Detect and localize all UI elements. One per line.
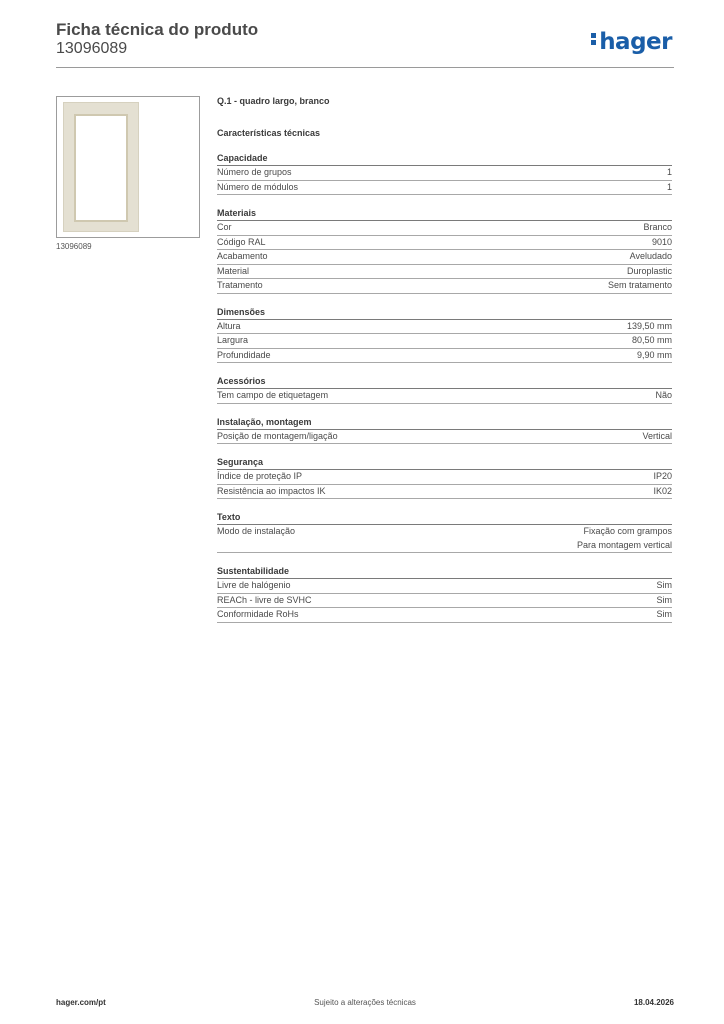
spec-value-line: Branco — [643, 222, 672, 232]
footer-disclaimer: Sujeito a alterações técnicas — [314, 998, 416, 1007]
spec-section — [217, 375, 672, 404]
spec-label: REACh - livre de SVHC — [217, 594, 312, 605]
spec-value — [667, 181, 672, 195]
spec-value — [657, 594, 673, 608]
spec-label: Acabamento — [217, 251, 268, 261]
spec-value — [643, 221, 672, 235]
page-title: Ficha técnica do produto — [56, 20, 259, 39]
spec-section — [217, 565, 672, 623]
spec-label: Largura — [217, 335, 249, 345]
spec-value — [657, 579, 673, 593]
spec-row — [217, 389, 672, 404]
footer-date: 18.04.2026 — [633, 998, 674, 1007]
spec-value-line: Sim — [656, 609, 672, 619]
spec-value — [642, 430, 672, 444]
spec-value — [608, 279, 672, 293]
spec-label: Modo de instalação — [217, 526, 296, 536]
spec-label: Código RAL — [217, 236, 266, 247]
spec-value-line: Fixação com grampos — [583, 526, 672, 536]
spec-value — [667, 166, 672, 180]
spec-value-line: Aveludado — [629, 251, 672, 261]
section-title: Capacidade — [217, 152, 672, 166]
spec-value-line: 1 — [666, 181, 672, 192]
spec-row — [217, 236, 672, 251]
spec-row — [217, 320, 672, 335]
product-image-box — [56, 96, 200, 238]
spec-value-line: Para montagem vertical — [576, 539, 672, 550]
spec-row — [217, 181, 672, 196]
frame-opening — [74, 114, 128, 222]
spec-label: Material — [217, 265, 250, 276]
spec-label: Cor — [217, 222, 232, 232]
section-title: Instalação, montagem — [217, 416, 672, 430]
spec-label: Altura — [217, 320, 241, 331]
header-divider — [56, 67, 674, 68]
spec-value-line: IP20 — [653, 471, 672, 481]
spec-value — [637, 349, 672, 363]
spec-value-line: 1 — [666, 167, 672, 177]
spec-value-line: 9010 — [651, 236, 672, 247]
spec-label: Tratamento — [217, 280, 263, 290]
spec-value — [632, 334, 672, 348]
section-title: Segurança — [217, 456, 672, 470]
spec-section — [217, 456, 672, 499]
spec-value — [655, 389, 672, 403]
spec-value — [657, 608, 673, 622]
spec-label: Resistência ao impactos IK — [217, 485, 326, 496]
spec-value-line: 80,50 mm — [631, 335, 672, 345]
spec-value-line: 9,90 mm — [636, 349, 672, 360]
spec-section — [217, 511, 672, 553]
spec-value-line: Sim — [656, 594, 672, 605]
spec-label: Conformidade RoHs — [217, 609, 299, 619]
spec-section — [217, 152, 672, 195]
section-title: Texto — [217, 511, 672, 525]
white-frame-icon — [63, 102, 139, 232]
image-caption: 13096089 — [56, 242, 92, 251]
spec-value-line: Vertical — [642, 430, 672, 441]
tech-characteristics-title: Características técnicas — [217, 128, 321, 138]
spec-row — [217, 485, 672, 500]
product-name: Q.1 - quadro largo, branco — [217, 96, 330, 106]
spec-value — [627, 320, 672, 334]
spec-label: Tem campo de etiquetagem — [217, 390, 329, 400]
spec-value — [577, 525, 672, 552]
spec-value — [653, 470, 672, 484]
spec-value-line: Duroplastic — [626, 265, 672, 276]
spec-value — [630, 250, 672, 264]
spec-label: Posição de montagem/ligação — [217, 430, 338, 441]
section-title: Materiais — [217, 207, 672, 221]
spec-sections — [217, 152, 672, 623]
spec-value-line: Sem tratamento — [607, 280, 672, 290]
logo-text: hager — [599, 29, 672, 55]
section-title: Dimensões — [217, 306, 672, 320]
logo-dots-icon — [591, 31, 596, 47]
spec-value-line: IK02 — [653, 485, 672, 496]
section-title: Acessórios — [217, 375, 672, 389]
footer-website-link[interactable]: hager.com/pt — [56, 998, 106, 1007]
spec-row — [217, 470, 672, 485]
spec-value-line: Sim — [656, 580, 672, 590]
spec-label: Livre de halógenio — [217, 580, 291, 590]
spec-label: Índice de proteção IP — [217, 471, 303, 481]
spec-row — [217, 594, 672, 609]
spec-row — [217, 166, 672, 181]
spec-label: Número de módulos — [217, 181, 299, 192]
spec-row — [217, 250, 672, 265]
spec-row — [217, 221, 672, 236]
page-header — [56, 20, 674, 58]
spec-value — [653, 485, 672, 499]
spec-content — [217, 96, 672, 623]
product-code: 13096089 — [56, 40, 128, 57]
spec-row — [217, 608, 672, 623]
spec-label: Número de grupos — [217, 167, 292, 177]
spec-row — [217, 525, 672, 553]
spec-row — [217, 279, 672, 294]
spec-value — [652, 236, 672, 250]
spec-value — [627, 265, 672, 279]
spec-section — [217, 207, 672, 294]
spec-row — [217, 430, 672, 445]
hager-logo[interactable] — [591, 29, 672, 55]
spec-row — [217, 334, 672, 349]
spec-value-line: Não — [655, 390, 672, 400]
spec-row — [217, 265, 672, 280]
spec-row — [217, 579, 672, 594]
spec-value-line: 139,50 mm — [626, 320, 672, 331]
spec-section — [217, 306, 672, 364]
section-title: Sustentabilidade — [217, 565, 672, 579]
spec-row — [217, 349, 672, 364]
spec-section — [217, 416, 672, 445]
spec-label: Profundidade — [217, 349, 271, 360]
